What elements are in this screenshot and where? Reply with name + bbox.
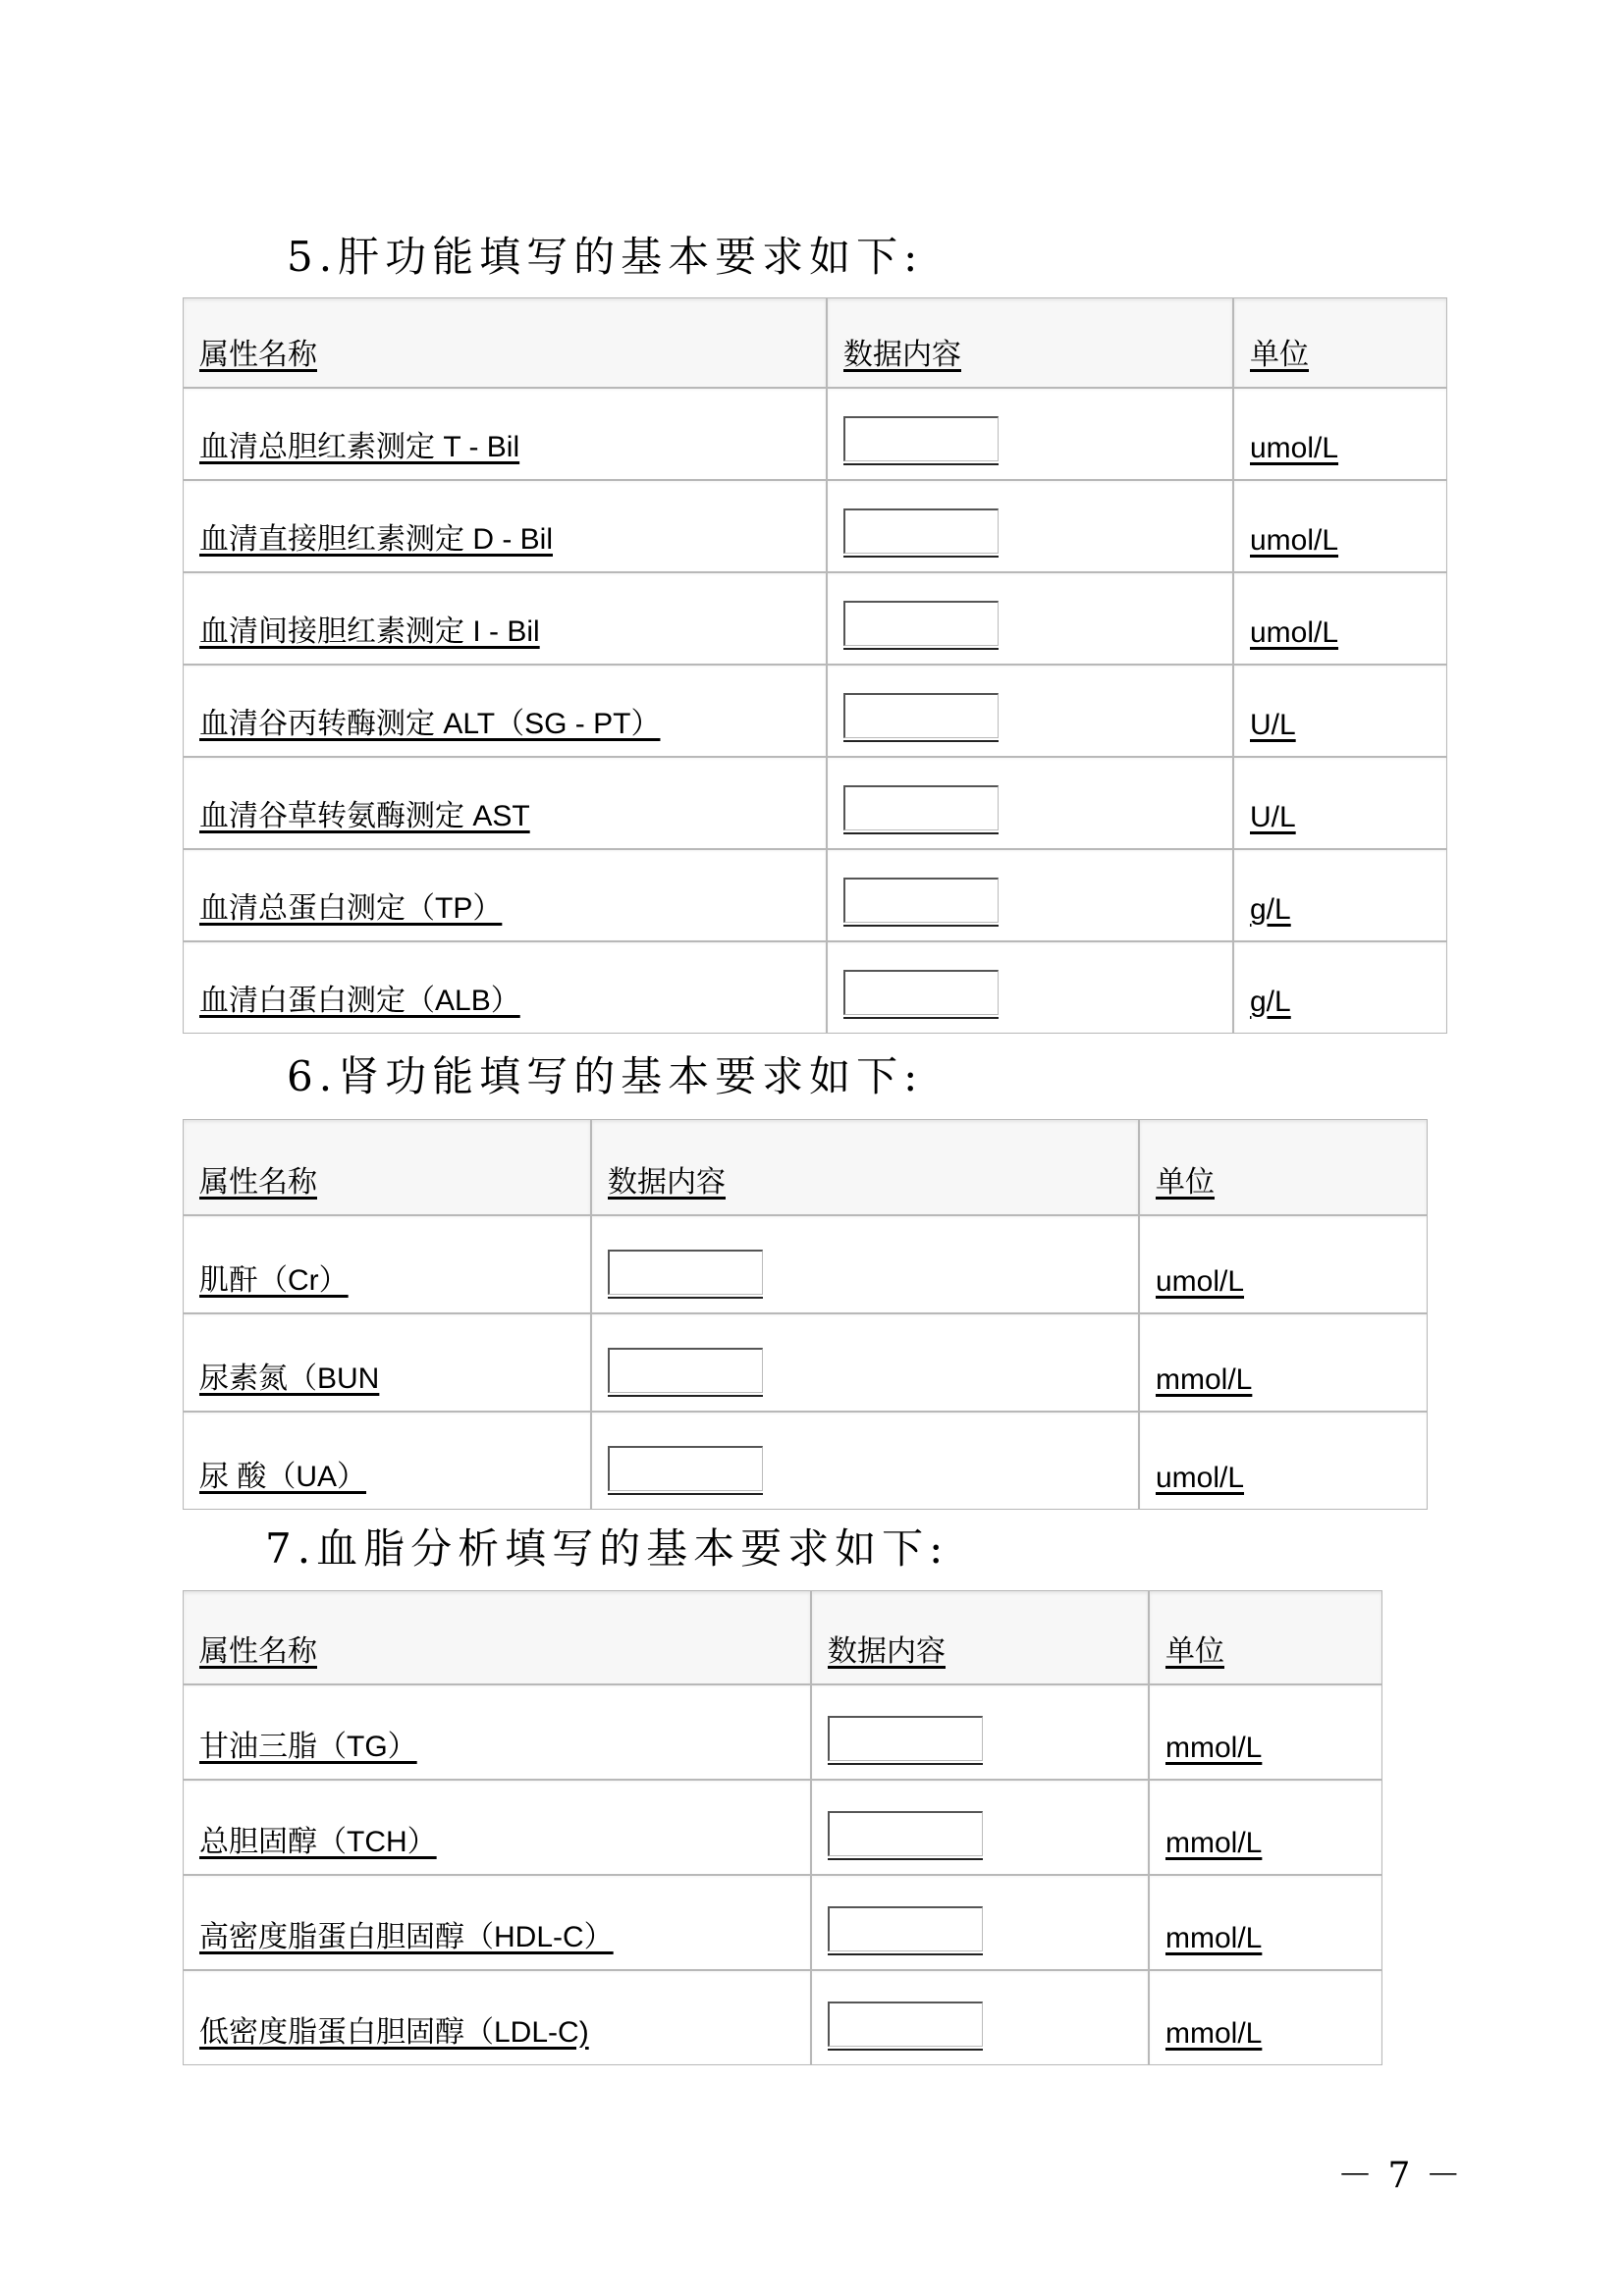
unit: umol/L — [1139, 1215, 1428, 1313]
unit: umol/L — [1233, 480, 1447, 572]
attribute-name: 血清谷草转氨酶测定 AST — [183, 757, 827, 849]
table-row — [183, 480, 1447, 572]
attribute-name: 血清直接胆红素测定 D - Bil — [183, 480, 827, 572]
attribute-name: 血清间接胆红素测定 I - Bil — [183, 572, 827, 665]
unit: mmol/L — [1149, 1970, 1382, 2065]
unit: mmol/L — [1149, 1684, 1382, 1780]
value-input[interactable] — [843, 601, 999, 646]
unit: umol/L — [1139, 1412, 1428, 1510]
column-header-data-content: 数据内容 — [591, 1119, 1139, 1215]
lipid-analysis-heading: 7.血脂分析填写的基本要求如下: — [265, 1524, 949, 1573]
value-input[interactable] — [843, 878, 999, 923]
table-row — [183, 1313, 1428, 1412]
unit: mmol/L — [1149, 1875, 1382, 1970]
table-row — [183, 757, 1447, 849]
unit: U/L — [1233, 665, 1447, 757]
column-header-unit: 单位 — [1149, 1590, 1382, 1684]
table-row — [183, 1412, 1428, 1510]
table-row — [183, 1215, 1428, 1313]
table-row — [183, 1684, 1382, 1780]
attribute-name: 高密度脂蛋白胆固醇（HDL-C） — [183, 1875, 811, 1970]
value-input[interactable] — [608, 1250, 763, 1295]
attribute-name: 血清总胆红素测定 T - Bil — [183, 388, 827, 480]
unit: mmol/L — [1149, 1780, 1382, 1875]
unit: g/L — [1233, 941, 1447, 1034]
value-input[interactable] — [843, 416, 999, 461]
liver-function-heading: 5.肝功能填写的基本要求如下: — [287, 233, 924, 281]
column-header-unit: 单位 — [1233, 297, 1447, 388]
attribute-name: 尿素氮（BUN — [183, 1313, 591, 1412]
value-input[interactable] — [843, 970, 999, 1015]
table-row — [183, 572, 1447, 665]
unit: mmol/L — [1139, 1313, 1428, 1412]
value-input[interactable] — [828, 1906, 983, 1951]
attribute-name: 血清白蛋白测定（ALB） — [183, 941, 827, 1034]
column-header-attribute-name: 属性名称 — [183, 1119, 591, 1215]
attribute-name: 血清谷丙转酶测定 ALT（SG - PT） — [183, 665, 827, 757]
value-input[interactable] — [843, 693, 999, 738]
kidney-function-table — [183, 1119, 1428, 1510]
attribute-name: 血清总蛋白测定（TP） — [183, 849, 827, 941]
value-input[interactable] — [828, 1716, 983, 1761]
attribute-name: 甘油三脂（TG） — [183, 1684, 811, 1780]
value-input[interactable] — [828, 2002, 983, 2047]
table-row — [183, 1970, 1382, 2065]
value-input[interactable] — [843, 508, 999, 554]
table-row — [183, 1875, 1382, 1970]
column-header-unit: 单位 — [1139, 1119, 1428, 1215]
liver-function-table — [183, 297, 1447, 1034]
table-row — [183, 1780, 1382, 1875]
attribute-name: 尿 酸（UA） — [183, 1412, 591, 1510]
value-input[interactable] — [828, 1811, 983, 1856]
unit: umol/L — [1233, 572, 1447, 665]
page-number: － 7 － — [1337, 2156, 1463, 2196]
lipid-analysis-table — [183, 1590, 1382, 2065]
column-header-attribute-name: 属性名称 — [183, 297, 827, 388]
table-row — [183, 388, 1447, 480]
value-input[interactable] — [608, 1446, 763, 1491]
table-row — [183, 941, 1447, 1034]
table-row — [183, 849, 1447, 941]
unit: g/L — [1233, 849, 1447, 941]
unit: umol/L — [1233, 388, 1447, 480]
attribute-name: 肌酐（Cr） — [183, 1215, 591, 1313]
attribute-name: 低密度脂蛋白胆固醇（LDL-C) — [183, 1970, 811, 2065]
table-row — [183, 665, 1447, 757]
unit: U/L — [1233, 757, 1447, 849]
column-header-data-content: 数据内容 — [827, 297, 1233, 388]
column-header-attribute-name: 属性名称 — [183, 1590, 811, 1684]
kidney-function-heading: 6.肾功能填写的基本要求如下: — [287, 1052, 924, 1100]
column-header-data-content: 数据内容 — [811, 1590, 1149, 1684]
value-input[interactable] — [843, 785, 999, 830]
value-input[interactable] — [608, 1348, 763, 1393]
attribute-name: 总胆固醇（TCH） — [183, 1780, 811, 1875]
